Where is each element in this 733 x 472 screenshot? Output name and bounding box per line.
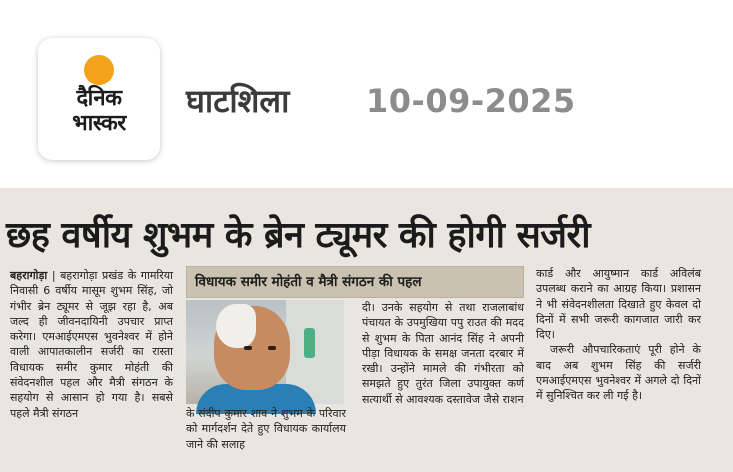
edition-place: घाटशिला xyxy=(186,82,290,120)
article-column-4 xyxy=(536,266,701,403)
child-photo xyxy=(186,300,344,404)
article-col3-text: दी। उनके सहयोग से तथा राजलाबांध पंचायत के उपमुखिया पपु राउत की मदद से शुभम के पिता आनंद सिंह ने अपनी पीड़ा विधायक के समक्ष जनता दरबार में रखी। उन्होंने मामले की गंभीरता को समझते हुए तुरंत जिला उपायुक्त कर्ण सत्यार्थी से आवश्यक दस्तावेज जैसे राशन xyxy=(362,301,524,406)
logo-line-1: दैनिक xyxy=(76,86,122,111)
news-clipping xyxy=(0,188,733,472)
article-col1-text: | बहरागोड़ा प्रखंड के गामरिया निवासी 6 वर्षीय मासूम शुभम सिंह, जो गंभीर ब्रेन ट्यूमर से जूझ रहा है, अब जल्द ही जीवनदायिनी उपचार प्राप्त करेगा। एमआईएमएस भुवनेश्वर में होने वाली आपातकालीन सर्जरी का रास्ता विधायक समीर कुमार मोहंती की संवेदनशील पहल और मैत्री संगठन के सहयोग से आसान हो गया है। सबसे पहले मैत्री संगठन xyxy=(10,269,173,420)
sun-icon xyxy=(84,55,114,85)
edition-date: 10-09-2025 xyxy=(366,82,576,120)
article-col4-para-1: कार्ड और आयुष्मान कार्ड अविलंब उपलब्ध कराने का आग्रह किया। प्रशासन ने भी संवेदनशीलता दिखाते हुए केवल दो दिनों में सभी जरूरी कागजात जारी कर दिए। xyxy=(536,267,701,342)
article-subhead: विधायक समीर मोहंती व मैत्री संगठन की पहल xyxy=(186,266,524,298)
dainik-bhaskar-logo xyxy=(38,38,160,160)
article-column-1 xyxy=(10,268,173,464)
article-column-2 xyxy=(186,406,346,464)
article-headline: छह वर्षीय शुभम के ब्रेन ट्यूमर की होगी सर्जरी xyxy=(6,214,591,256)
article-col4-para-2: जरूरी औपचारिकताएं पूरी होने के बाद अब शुभम सिंह की सर्जरी एमआईएमएस भुवनेश्वर में अगले दो दिनों में सुनिश्चित कर ली गई है। xyxy=(536,343,701,403)
logo-line-2: भास्कर xyxy=(72,111,126,136)
page-header xyxy=(0,0,733,188)
article-dateline: बहरागोड़ा xyxy=(10,269,48,282)
article-col2-text: के संदीप कुमार शाव ने शुभम के परिवार को मार्गदर्शन देते हुए विधायक कार्यालय जाने की सलाह xyxy=(186,407,346,451)
article-column-3 xyxy=(362,300,524,464)
